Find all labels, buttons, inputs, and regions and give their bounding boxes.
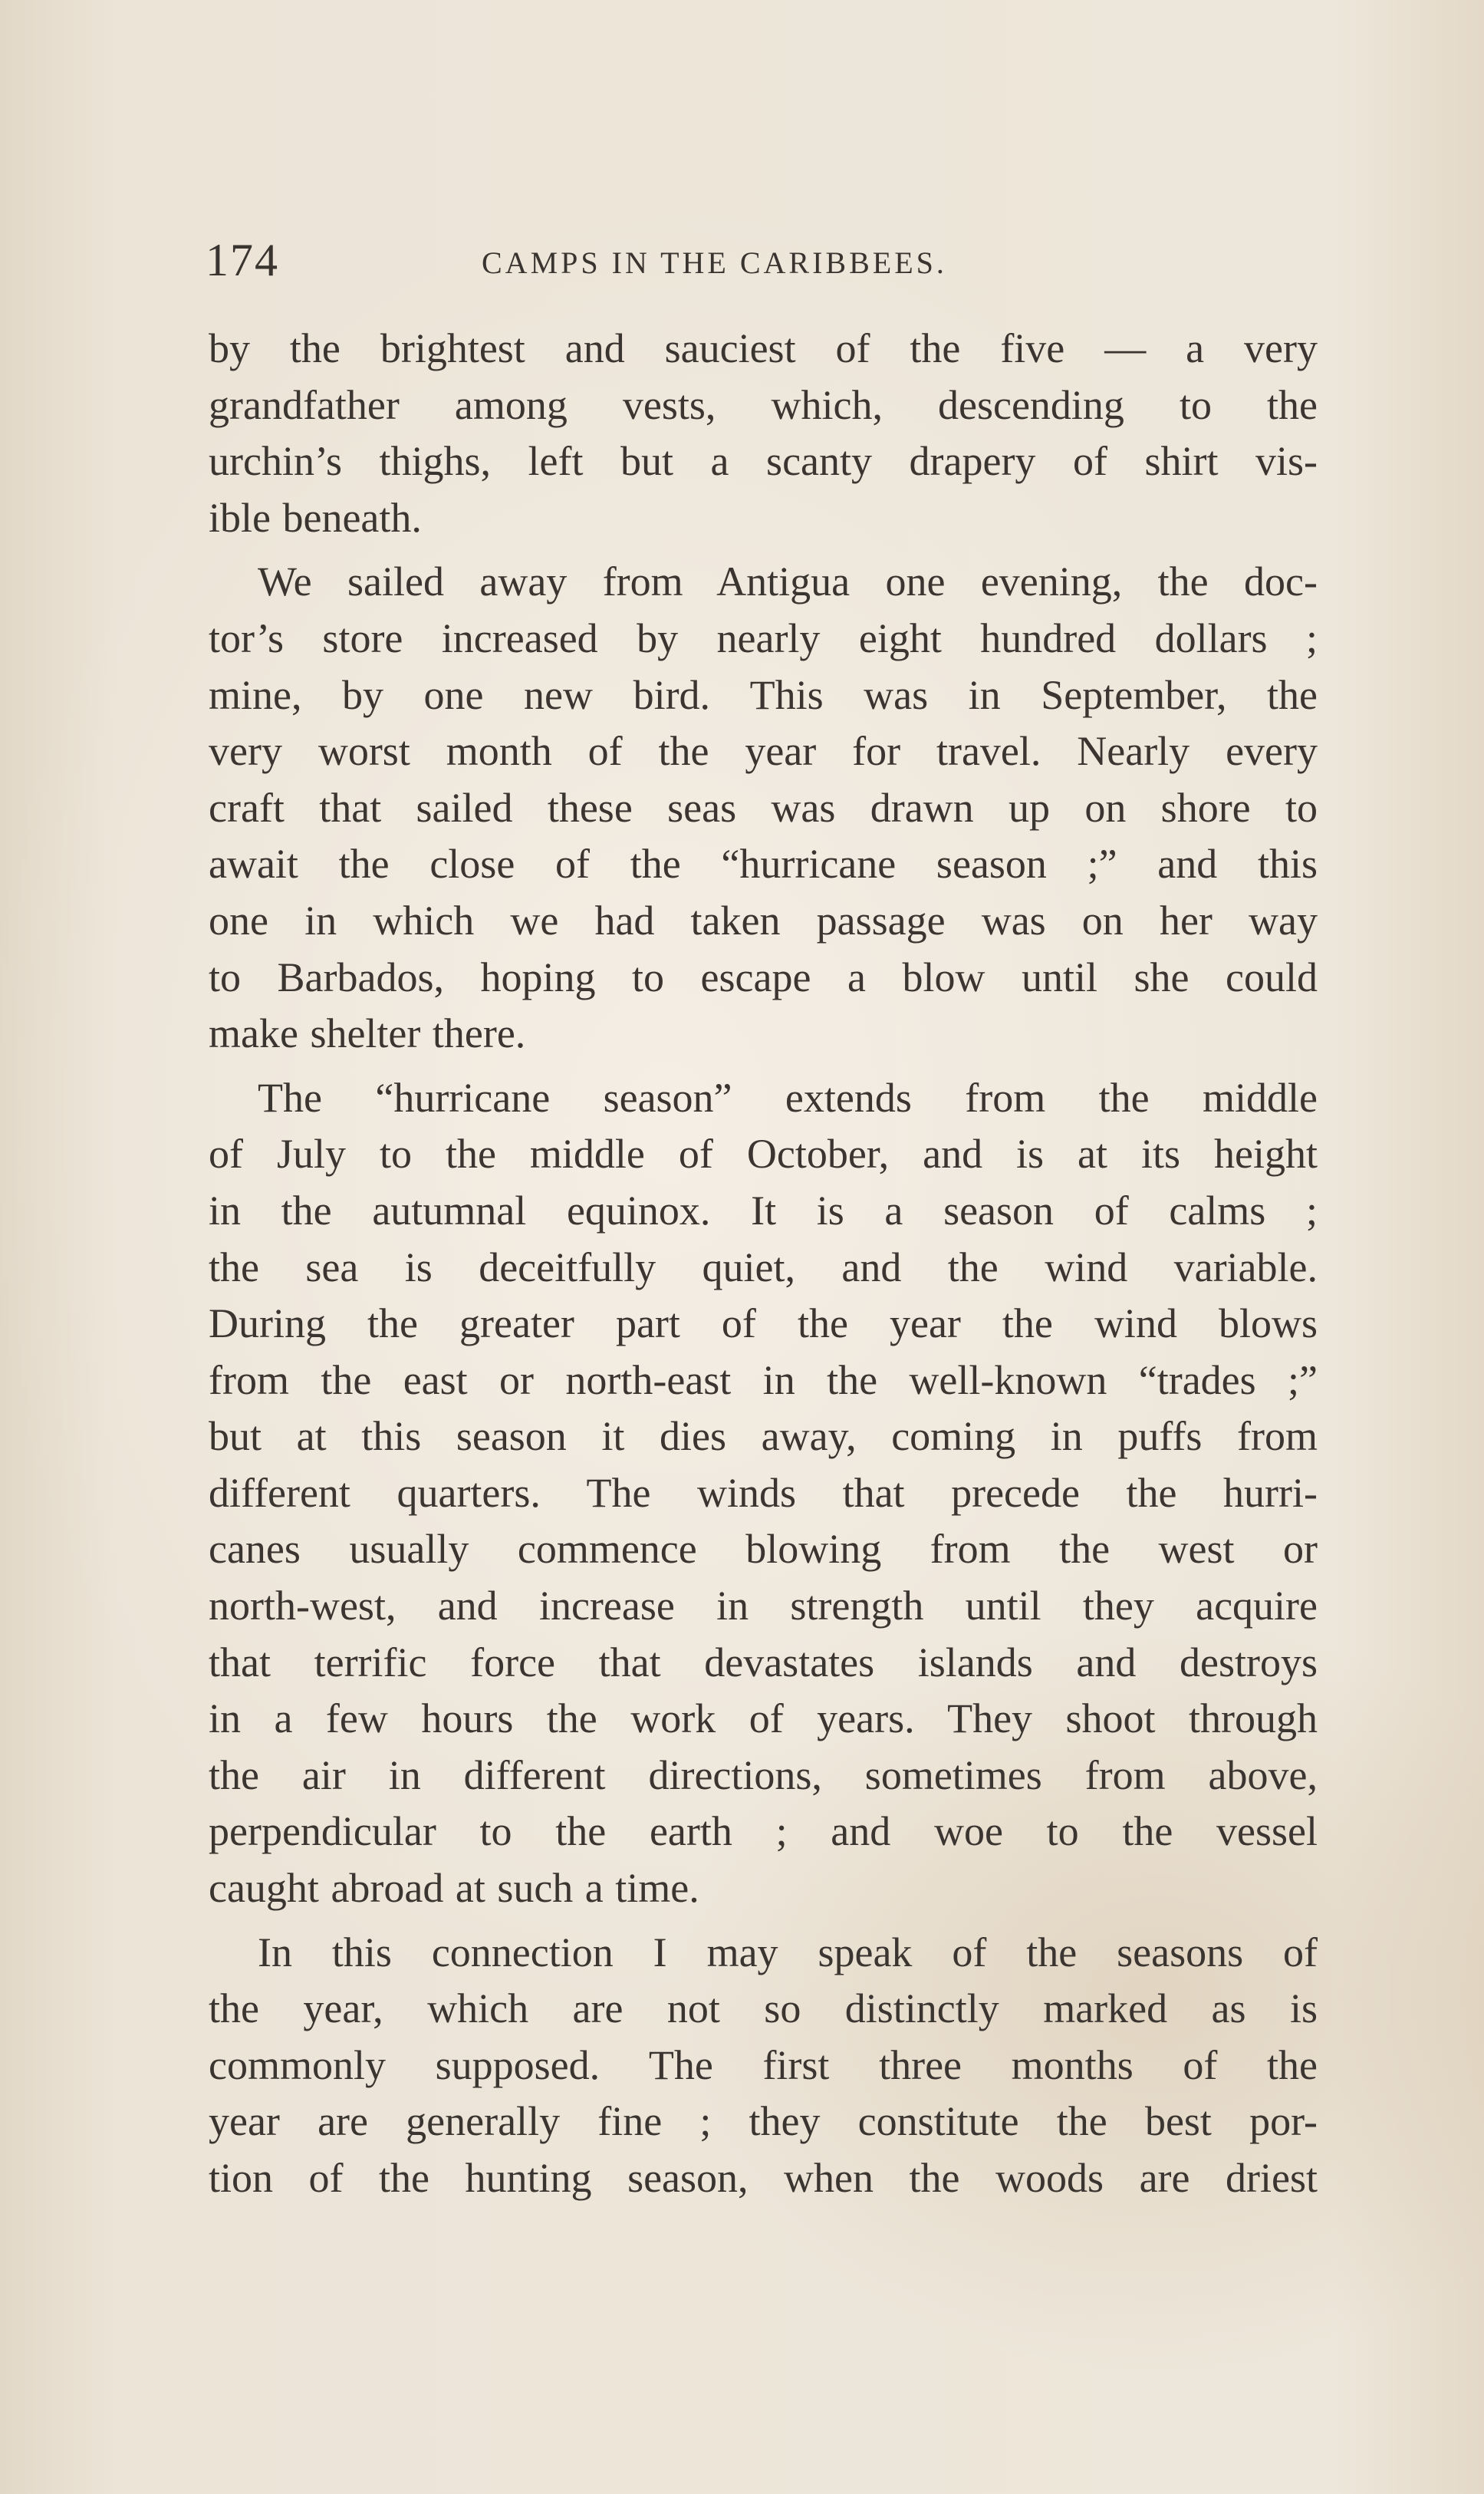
text-line: urchin’s thighs, left but a scanty drapery of shirt vis- <box>209 438 1318 485</box>
text-line: the sea is deceitfully quiet, and the wind variable. <box>209 1244 1318 1290</box>
text-line: north-west, and increase in strength until they acquire <box>209 1583 1318 1629</box>
text-line: We sailed away from Antigua one evening, the doc- <box>258 558 1318 605</box>
text-line: but at this season it dies away, coming in puffs from <box>209 1413 1318 1460</box>
text-line: of July to the middle of October, and is at its height <box>209 1131 1318 1178</box>
text-line: by the brightest and sauciest of the five — a very <box>209 325 1318 371</box>
text-line: to Barbados, hoping to escape a blow until she could <box>209 954 1318 1000</box>
paragraph-gap <box>209 1063 1318 1070</box>
text-line: caught abroad at such a time. <box>209 1865 699 1912</box>
text-line: The “hurricane season” extends from the middle <box>258 1074 1318 1121</box>
text-line: grandfather among vests, which, descending to the <box>209 381 1318 428</box>
text-line: perpendicular to the earth ; and woe to the vessel <box>209 1808 1318 1855</box>
running-title: CAMPS IN THE CARIBBEES. <box>482 245 947 280</box>
text-line: in the autumnal equinox. It is a season of calms ; <box>209 1187 1318 1234</box>
text-line: tion of the hunting season, when the woods are driest <box>209 2155 1318 2201</box>
text-line: make shelter there. <box>209 1010 526 1057</box>
paragraph-gap <box>209 546 1318 554</box>
text-line: mine, by one new bird. This was in September, the <box>209 671 1318 718</box>
running-header <box>206 234 1318 295</box>
text-line: canes usually commence blowing from the west or <box>209 1526 1318 1573</box>
text-line: the year, which are not so distinctly marked as is <box>209 1985 1318 2032</box>
text-line: that terrific force that devastates islands and destroys <box>209 1639 1318 1685</box>
paragraph-gap <box>209 1917 1318 1925</box>
text-line: During the greater part of the year the wind blows <box>209 1300 1318 1347</box>
text-line: In this connection I may speak of the seasons of <box>258 1929 1318 1975</box>
text-line: craft that sailed these seas was drawn up on shore to <box>209 784 1318 831</box>
text-line: ible beneath. <box>209 494 422 541</box>
text-line: commonly supposed. The first three months of the <box>209 2041 1318 2088</box>
body-text <box>209 321 1318 2207</box>
text-line: the air in different directions, sometimes from above, <box>209 1751 1318 1798</box>
text-line: year are generally fine ; they constitute the best por- <box>209 2098 1318 2145</box>
text-line: in a few hours the work of years. They shoot through <box>209 1695 1318 1742</box>
text-line: different quarters. The winds that precede the hurri- <box>209 1469 1318 1516</box>
page-number: 174 <box>206 235 279 285</box>
text-line: one in which we had taken passage was on her way <box>209 897 1318 944</box>
text-line: very worst month of the year for travel. Nearly every <box>209 728 1318 775</box>
text-line: from the east or north-east in the well-known “trades ;” <box>209 1356 1318 1403</box>
text-line: tor’s store increased by nearly eight hundred dollars ; <box>209 614 1318 661</box>
text-line: await the close of the “hurricane season ;” and this <box>209 841 1318 888</box>
